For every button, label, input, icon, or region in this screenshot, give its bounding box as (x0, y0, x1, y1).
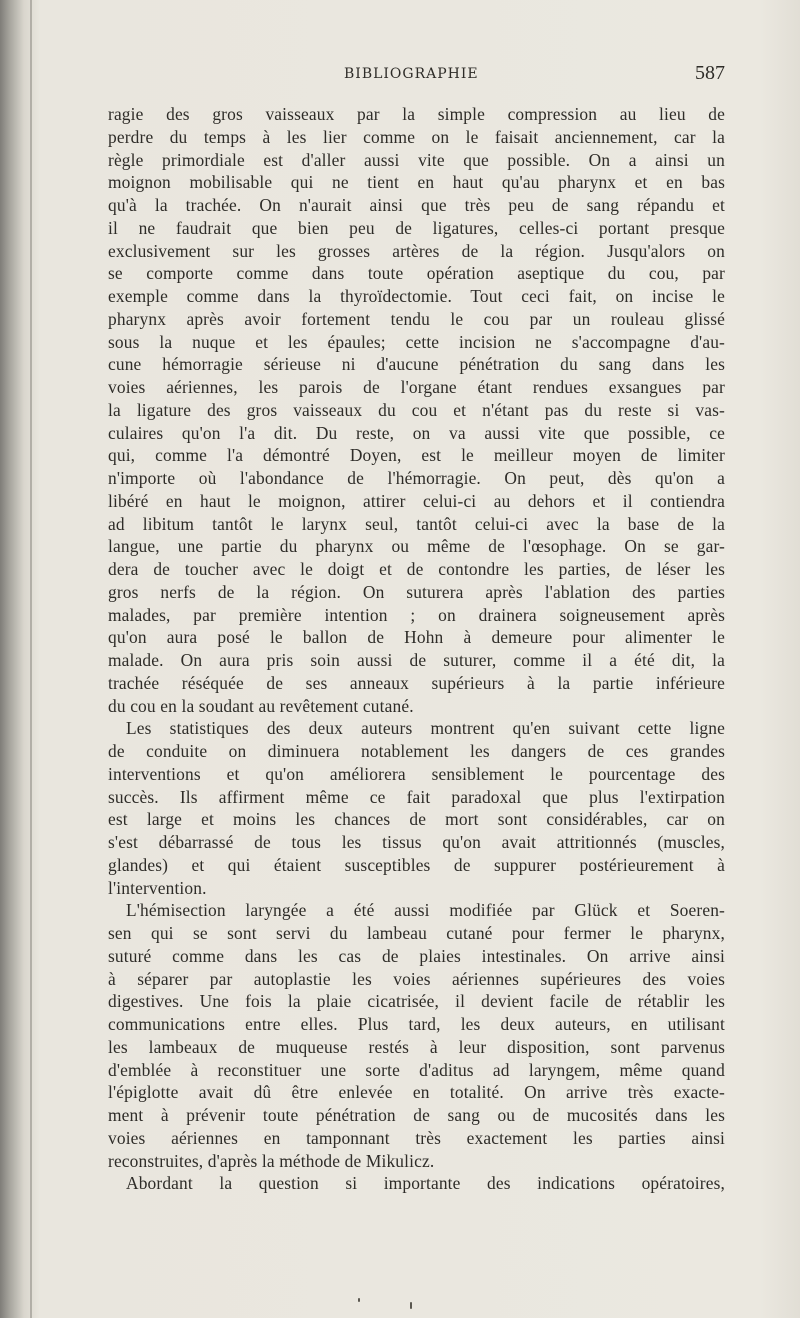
body-text (108, 103, 725, 1195)
text-line: malade. On aura pris soin aussi de suturer, comme il a été dit, la (108, 650, 725, 670)
text-line: digestives. Une fois la plaie cicatrisée, il devient facile de rétablir les (108, 991, 725, 1012)
text-line: glandes) et qui étaient susceptibles de suppurer postérieurement à (108, 854, 725, 875)
text-line: dera de toucher avec le doigt et de contondre les parties, de léser les (108, 559, 725, 579)
text-line: sous la nuque et les épaules; cette incision ne s'accompagne d'au- (108, 331, 725, 352)
text-line: du cou en la soudant au revêtement cutané. (108, 695, 414, 716)
text-line: à séparer par autoplastie les voies aériennes supérieures des voies (108, 968, 725, 989)
running-title: BIBLIOGRAPHIE (344, 66, 479, 82)
text-line: ment à prévenir toute pénétration de sang ou de mucosités dans les (108, 1105, 725, 1125)
text-line: suturé comme dans les cas de plaies intestinales. On arrive ainsi (108, 945, 725, 966)
text-line: langue, une partie du pharynx ou même de l'œsophage. On se gar- (108, 536, 725, 557)
binding-shadow (30, 0, 32, 1318)
text-line: il ne faudrait que bien peu de ligatures, celles-ci portant presque (108, 217, 725, 238)
text-line: l'intervention. (108, 877, 207, 898)
text-line: culaires qu'on l'a dit. Du reste, on va aussi vite que possible, ce (108, 422, 725, 443)
text-line: de conduite on diminuera notablement les dangers de ces grandes (108, 741, 725, 761)
text-line: cune hémorragie sérieuse ni d'aucune pénétration du sang dans les (108, 354, 725, 375)
text-line: trachée réséquée de ses anneaux supérieurs à la partie inférieure (108, 672, 725, 693)
text-line: Les statistiques des deux auteurs montrent qu'en suivant cette ligne (126, 718, 725, 739)
text-line: n'importe où l'abondance de l'hémorragie. On peut, dès qu'on a (108, 468, 725, 488)
text-line: les lambeaux de muqueuse restés à leur disposition, sont parvenus (108, 1036, 725, 1057)
text-line: pharynx après avoir fortement tendu le cou par un rouleau glissé (108, 308, 725, 329)
text-line: gros nerfs de la région. On suturera après l'ablation des parties (108, 581, 725, 602)
text-line: communications entre elles. Plus tard, les deux auteurs, en utilisant (108, 1014, 725, 1034)
text-line: exclusivement sur les grosses artères de la région. Jusqu'alors on (108, 240, 725, 261)
paper-speck (358, 1298, 360, 1302)
text-line: l'épiglotte avait dû être enlevée en totalité. On arrive très exacte- (108, 1082, 725, 1103)
text-line: qu'à la trachée. On n'aurait ainsi que très peu de sang répandu et (108, 195, 725, 215)
text-line: ad libitum tantôt le larynx seul, tantôt celui-ci avec la base de la (108, 513, 725, 534)
text-line: voies aériennes, les parois de l'organe étant rendues exsangues par (108, 377, 725, 397)
text-line: d'emblée à reconstituer une sorte d'aditus ad laryngem, même quand (108, 1059, 725, 1080)
text-line: ragie des gros vaisseaux par la simple compression au lieu de (108, 104, 725, 124)
page-header (108, 62, 725, 90)
text-line: se comporte comme dans toute opération aseptique du cou, par (108, 263, 725, 284)
paper-speck (410, 1302, 412, 1309)
text-line: la ligature des gros vaisseaux du cou et n'étant pas du reste si vas- (108, 399, 725, 420)
text-line: Abordant la question si importante des indications opératoires, (126, 1173, 725, 1194)
text-line: reconstruites, d'après la méthode de Mikulicz. (108, 1150, 435, 1171)
text-line: qui, comme l'a démontré Doyen, est le meilleur moyen de limiter (108, 445, 725, 466)
text-line: L'hémisection laryngée a été aussi modifiée par Glück et Soeren- (126, 900, 725, 921)
text-line: sen qui se sont servi du lambeau cutané pour fermer le pharynx, (108, 923, 725, 943)
text-line: libéré en haut le moignon, attirer celui-ci au dehors et il contiendra (108, 490, 725, 511)
text-line: malades, par première intention ; on drainera soigneusement après (108, 604, 725, 625)
text-line: est large et moins les chances de mort sont considérables, car on (108, 809, 725, 830)
text-line: qu'on aura posé le ballon de Hohn à demeure pour alimenter le (108, 627, 725, 648)
text-line: moignon mobilisable qui ne tient en haut qu'au pharynx et en bas (108, 172, 725, 193)
text-line: voies aériennes en tamponnant très exactement les parties ainsi (108, 1127, 725, 1148)
text-line: règle primordiale est d'aller aussi vite que possible. On a ainsi un (108, 149, 725, 170)
page-number: 587 (695, 62, 725, 84)
text-line: succès. Ils affirment même ce fait paradoxal que plus l'extirpation (108, 786, 725, 807)
text-line: exemple comme dans la thyroïdectomie. Tout ceci fait, on incise le (108, 286, 725, 306)
text-line: s'est débarrassé de tous les tissus qu'on avait attritionnés (muscles, (108, 832, 725, 852)
text-line: perdre du temps à les lier comme on le faisait anciennement, car la (108, 126, 725, 147)
text-line: interventions et qu'on améliorera sensiblement le pourcentage des (108, 763, 725, 784)
